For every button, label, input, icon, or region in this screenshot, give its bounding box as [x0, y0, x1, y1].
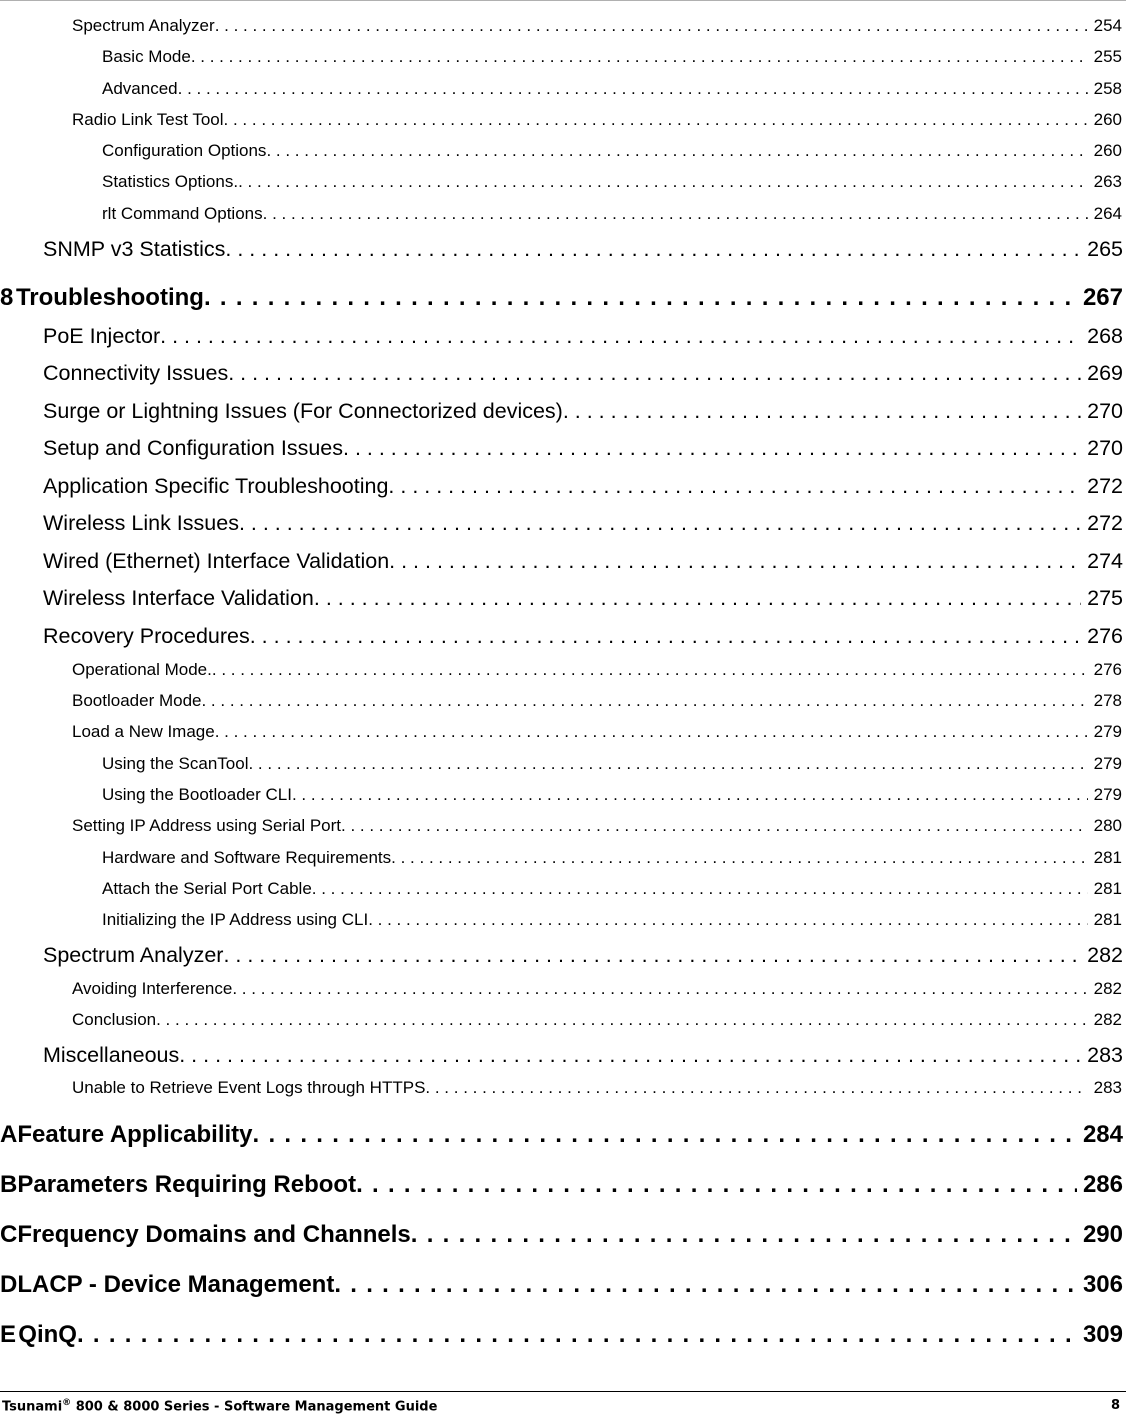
toc-entry-title: Initializing the IP Address using CLI	[102, 910, 369, 929]
toc-entry-title: Statistics Options.	[102, 172, 239, 191]
chapter-number: C	[0, 1221, 18, 1248]
toc-entry-page: 282	[1087, 943, 1123, 967]
toc-chapter-page: 290	[1082, 1221, 1123, 1248]
toc-chapter[interactable]	[0, 1171, 1123, 1203]
dot-leader	[223, 943, 1081, 968]
toc-entry[interactable]	[102, 47, 1122, 69]
toc-entry-page: 280	[1093, 816, 1122, 835]
toc-entry-page: 279	[1093, 754, 1122, 773]
dot-leader	[368, 910, 1087, 930]
dot-leader	[160, 324, 1081, 349]
page-footer	[0, 1398, 1120, 1418]
toc-entry-title: Setup and Configuration Issues	[43, 436, 344, 460]
footer-page-number: 8	[1110, 1398, 1120, 1413]
dot-leader	[204, 284, 1077, 312]
toc-entry[interactable]	[43, 237, 1123, 265]
toc-entry[interactable]	[43, 586, 1123, 614]
toc-chapter-title: Troubleshooting	[15, 284, 204, 311]
chapter-number: A	[0, 1121, 18, 1148]
toc-entry[interactable]	[43, 549, 1123, 577]
dot-leader	[239, 511, 1081, 536]
toc-entry[interactable]	[72, 1010, 1122, 1032]
toc-entry-page: 260	[1093, 110, 1122, 129]
toc-chapter[interactable]	[0, 1321, 1123, 1353]
toc-entry[interactable]	[43, 399, 1123, 427]
dot-leader	[411, 1221, 1077, 1249]
toc-entry-page: 272	[1087, 511, 1123, 535]
toc-entry-page: 283	[1093, 1078, 1122, 1097]
toc-entry-title: Configuration Options	[102, 141, 267, 160]
toc-entry-title: Hardware and Software Requirements	[102, 848, 392, 867]
toc-entry-title: Unable to Retrieve Event Logs through HTTPS	[72, 1078, 426, 1097]
toc-entry[interactable]	[72, 16, 1122, 38]
toc-entry-page: 260	[1093, 141, 1122, 160]
toc-entry-page: 258	[1093, 79, 1122, 98]
toc-entry[interactable]	[72, 660, 1122, 682]
toc-entry-page: 274	[1087, 549, 1123, 573]
dot-leader	[238, 172, 1088, 192]
toc-entry-title: SNMP v3 Statistics	[43, 237, 226, 261]
toc-entry-page: 265	[1087, 237, 1123, 261]
toc-chapter-title: LACP - Device Management	[17, 1271, 335, 1298]
toc-entry-title: Using the ScanTool	[102, 754, 249, 773]
dot-leader	[563, 399, 1081, 424]
toc-entry-title: Advanced	[102, 79, 178, 98]
dot-leader	[232, 979, 1087, 999]
dot-leader	[314, 586, 1081, 611]
toc-entry[interactable]	[43, 436, 1123, 464]
toc-chapter-title: QinQ	[18, 1321, 77, 1348]
toc-entry[interactable]	[43, 511, 1123, 539]
toc-entry-page: 268	[1087, 324, 1123, 348]
dot-leader	[253, 1121, 1077, 1149]
toc-entry[interactable]	[72, 979, 1122, 1001]
dot-leader	[250, 624, 1081, 649]
toc-entry-title: Application Specific Troubleshooting	[43, 474, 389, 498]
dot-leader	[266, 141, 1087, 161]
toc-entry-page: 264	[1093, 204, 1122, 223]
toc-entry-title: Bootloader Mode	[72, 691, 202, 710]
toc-entry-page: 270	[1087, 399, 1123, 423]
toc-chapter-page: 284	[1082, 1121, 1123, 1148]
toc-chapter[interactable]	[0, 1271, 1123, 1303]
dot-leader	[191, 47, 1088, 67]
toc-entry[interactable]	[102, 879, 1122, 901]
toc-entry-title: Conclusion	[72, 1010, 157, 1029]
chapter-number: D	[0, 1271, 18, 1298]
dot-leader	[224, 110, 1088, 130]
dot-leader	[179, 1043, 1081, 1068]
toc-chapter-title: Frequency Domains and Channels	[17, 1221, 411, 1248]
dot-leader	[178, 79, 1088, 99]
toc-entry-page: 281	[1093, 879, 1122, 898]
dot-leader	[356, 1171, 1077, 1199]
toc-entry-page: 254	[1093, 16, 1122, 35]
toc-entry[interactable]	[72, 110, 1122, 132]
chapter-number: B	[0, 1171, 18, 1198]
toc-entry-page: 255	[1093, 47, 1122, 66]
toc-entry-title: Recovery Procedures	[43, 624, 250, 648]
toc-entry[interactable]	[102, 204, 1122, 226]
toc-entry[interactable]	[43, 624, 1123, 652]
dot-leader	[215, 722, 1088, 742]
dot-leader	[201, 691, 1087, 711]
dot-leader	[263, 204, 1088, 224]
toc-entry-page: 279	[1093, 785, 1122, 804]
toc-entry-title: Using the Bootloader CLI	[102, 785, 292, 804]
chapter-number: 8	[0, 284, 14, 311]
toc-entry-title: Spectrum Analyzer	[43, 943, 224, 967]
toc-entry-page: 282	[1093, 1010, 1122, 1029]
footer-guide-title	[2, 1398, 437, 1414]
toc-entry[interactable]	[102, 785, 1122, 807]
dot-leader	[391, 848, 1087, 868]
toc-entry-title: Setting IP Address using Serial Port	[72, 816, 342, 835]
toc-entry[interactable]	[43, 474, 1123, 502]
toc-entry[interactable]	[72, 722, 1122, 744]
toc-entry[interactable]	[72, 816, 1122, 838]
toc-chapter-page: 286	[1082, 1171, 1123, 1198]
toc-chapter-title: Feature Applicability	[17, 1121, 253, 1148]
toc-entry-page: 282	[1093, 979, 1122, 998]
toc-entry-title: Basic Mode	[102, 47, 191, 66]
toc-entry-page: 281	[1093, 910, 1122, 929]
top-rule	[0, 0, 1126, 1]
toc-entry-page: 269	[1087, 361, 1123, 385]
toc-chapter-page: 267	[1082, 284, 1123, 311]
toc-entry-page: 276	[1093, 660, 1122, 679]
dot-leader	[343, 436, 1081, 461]
dot-leader	[225, 237, 1081, 262]
toc-entry-page: 281	[1093, 848, 1122, 867]
toc-entry-page: 270	[1087, 436, 1123, 460]
toc-entry-title: Surge or Lightning Issues (For Connectorized devices)	[43, 399, 563, 423]
toc-entry[interactable]	[102, 848, 1122, 870]
toc-chapter-page: 309	[1082, 1321, 1123, 1348]
toc-chapter[interactable]	[0, 1221, 1123, 1253]
toc-entry-title: Wireless Interface Validation	[43, 586, 314, 610]
toc-entry-title: Load a New Image	[72, 722, 215, 741]
dot-leader	[334, 1271, 1077, 1299]
dot-leader	[248, 754, 1087, 774]
toc-entry-title: Operational Mode.	[72, 660, 212, 679]
dot-leader	[212, 660, 1088, 680]
toc-entry-title: Attach the Serial Port Cable	[102, 879, 312, 898]
toc-entry-title: Wired (Ethernet) Interface Validation	[43, 549, 390, 573]
toc-entry[interactable]	[43, 361, 1123, 389]
toc-chapter-page: 306	[1082, 1271, 1123, 1298]
toc-entry-page: 263	[1093, 172, 1122, 191]
dot-leader	[228, 361, 1081, 386]
dot-leader	[292, 785, 1088, 805]
toc-entry[interactable]	[43, 1043, 1123, 1071]
toc-entry-title: PoE Injector	[43, 324, 161, 348]
dot-leader	[388, 474, 1081, 499]
toc-chapter[interactable]	[0, 1121, 1123, 1153]
toc-entry-page: 275	[1087, 586, 1123, 610]
dot-leader	[312, 879, 1088, 899]
toc-entry-title: Miscellaneous	[43, 1043, 180, 1067]
dot-leader	[215, 16, 1088, 36]
toc-entry-title: Avoiding Interference	[72, 979, 233, 998]
toc-entry[interactable]	[102, 754, 1122, 776]
toc-entry-title: Spectrum Analyzer	[72, 16, 215, 35]
footer-product: Tsunami	[2, 1399, 63, 1415]
toc-entry-page: 276	[1087, 624, 1123, 648]
toc-entry-page: 279	[1093, 722, 1122, 741]
toc-entry[interactable]	[43, 324, 1123, 352]
toc-entry[interactable]	[102, 79, 1122, 101]
toc-entry[interactable]	[72, 1078, 1122, 1100]
toc-entry[interactable]	[102, 910, 1122, 932]
toc-entry-title: rlt Command Options	[102, 204, 263, 223]
dot-leader	[77, 1321, 1077, 1349]
toc-entry-page: 283	[1087, 1043, 1123, 1067]
toc-entry-title: Wireless Link Issues	[43, 511, 239, 535]
registered-mark: ®	[62, 1398, 72, 1408]
dot-leader	[341, 816, 1088, 836]
footer-guide-name: 800 & 8000 Series - Software Management Guide	[71, 1399, 438, 1415]
dot-leader	[425, 1078, 1087, 1098]
toc-entry-page: 272	[1087, 474, 1123, 498]
footer-rule	[0, 1391, 1126, 1392]
toc-entry-title: Radio Link Test Tool	[72, 110, 224, 129]
toc-entry[interactable]	[72, 691, 1122, 713]
toc-entry[interactable]	[43, 943, 1123, 971]
dot-leader	[389, 549, 1081, 574]
toc-entry-title: Connectivity Issues	[43, 361, 229, 385]
toc-entry[interactable]	[102, 172, 1122, 194]
toc-chapter[interactable]	[0, 284, 1123, 316]
toc-entry[interactable]	[102, 141, 1122, 163]
toc-chapter-title: Parameters Requiring Reboot	[17, 1171, 357, 1198]
dot-leader	[156, 1010, 1088, 1030]
chapter-number: E	[0, 1321, 17, 1348]
toc-entry-page: 278	[1093, 691, 1122, 710]
